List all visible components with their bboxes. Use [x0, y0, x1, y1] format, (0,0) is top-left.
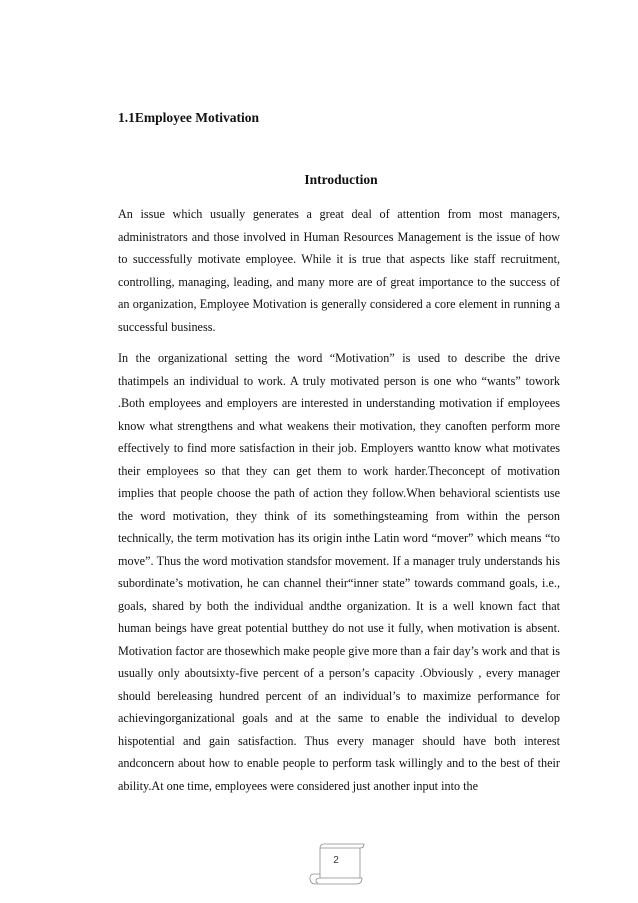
introduction-heading-wrapper: [118, 172, 560, 188]
body-text: [118, 203, 560, 797]
section-heading: 1.1Employee Motivation: [118, 110, 259, 125]
page-number: 2: [333, 855, 339, 866]
paragraph-2: In the organizational setting the word “Motivation” is used to describe the drive thatimpels an individual to work. A truly motivated person is one who “wants” towork .Both employees and employers are interested in understanding motivation if employees know what strengthens and what weakens their motivation, they canoften perform more effectively to find more satisfaction in their job. Employers wantto know what motivates their employees so that they can get them to work harder.Theconcept of motivation implies that people choose the path of action they follow.When behavioral scientists use the word motivation, they think of its somethingsteaming from within the person technically, the term motivation has its origin inthe Latin word “mover” which means “to move”. Thus the word motivation standsfor movement. If a manager truly understands his subordinate’s motivation, he can channel their“inner state” towards command goals, i.e., goals, shared by both the individual andthe organization. It is a well known fact that human beings have great potential butthey do not use it fully, when motivation is absent. Motivation factor are thosewhich make people give more than a fair day’s work and that is usually only aboutsixty-five percent of a person’s capacity .Obviously , every manager should bereleasing hundred percent of an individual’s to maximize performance for achievingorganizational goals and at the same to enable the individual to develop hispotential and gain satisfaction. Thus every manager should have both interest andconcern about how to enable people to perform task willingly and to the best of their ability.At one time, employees were considered just another input into the: [118, 351, 560, 793]
introduction-heading: Introduction: [304, 172, 378, 187]
paragraph-1: An issue which usually generates a great deal of attention from most managers, administrators and those involved in Human Resources Management is the issue of how to successfully motivate employee. While it is true that aspects like staff recruitment, controlling, managing, leading, and many more are of great importance to the success of an organization, Employee Motivation is generally considered a core element in running a successful business.: [118, 207, 560, 334]
